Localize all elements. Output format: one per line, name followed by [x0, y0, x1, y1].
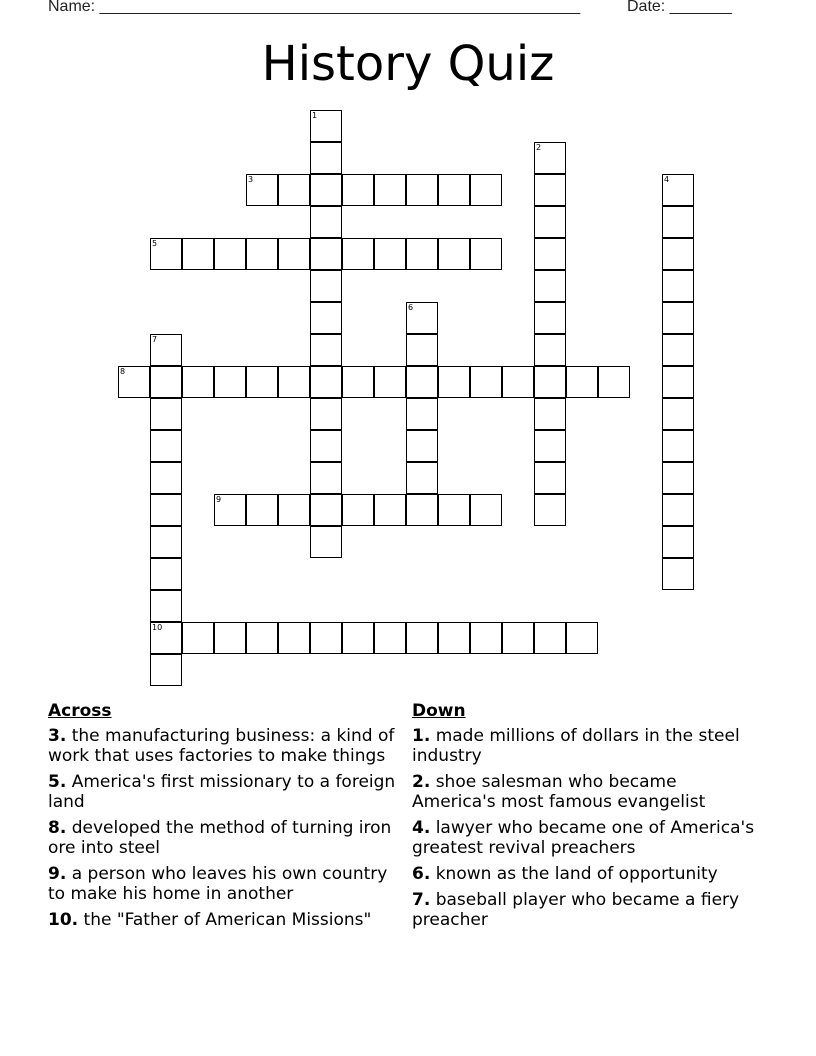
- crossword-cell[interactable]: [150, 654, 182, 686]
- crossword-cell[interactable]: [342, 238, 374, 270]
- clue-number: 5.: [48, 772, 67, 792]
- across-clue-10: [48, 910, 398, 930]
- crossword-cell[interactable]: [182, 238, 214, 270]
- crossword-cell[interactable]: [118, 366, 150, 398]
- crossword-cell[interactable]: [406, 238, 438, 270]
- crossword-cell[interactable]: [150, 398, 182, 430]
- crossword-cell[interactable]: [214, 366, 246, 398]
- crossword-cell[interactable]: [342, 494, 374, 526]
- crossword-cell[interactable]: [534, 206, 566, 238]
- crossword-cell[interactable]: [406, 366, 438, 398]
- crossword-cell[interactable]: [534, 494, 566, 526]
- clue-number: 4.: [412, 818, 431, 838]
- clue-number: 3.: [48, 726, 67, 746]
- crossword-cell[interactable]: [662, 334, 694, 366]
- crossword-cell[interactable]: [278, 238, 310, 270]
- cell-number: 4: [664, 175, 670, 184]
- crossword-cell[interactable]: [662, 174, 694, 206]
- down-clues: [412, 701, 762, 936]
- crossword-cell[interactable]: [278, 622, 310, 654]
- crossword-cell[interactable]: [150, 494, 182, 526]
- down-clue-7: [412, 890, 762, 930]
- crossword-cell[interactable]: [406, 174, 438, 206]
- across-clue-5: [48, 772, 398, 812]
- crossword-cell[interactable]: [310, 302, 342, 334]
- name-field-label: Name: ______________________________________________________: [48, 0, 581, 15]
- across-clue-9: [48, 864, 398, 904]
- crossword-cell[interactable]: [406, 622, 438, 654]
- cell-number: 5: [152, 239, 158, 248]
- crossword-cell[interactable]: [502, 622, 534, 654]
- crossword-cell[interactable]: [534, 366, 566, 398]
- crossword-cell[interactable]: [534, 142, 566, 174]
- clue-number: 10.: [48, 910, 79, 930]
- down-heading: Down: [412, 701, 466, 721]
- crossword-cell[interactable]: [342, 174, 374, 206]
- clue-text: baseball player who became a fiery preacher: [412, 890, 740, 930]
- down-clue-1: [412, 726, 762, 766]
- crossword-cell[interactable]: [470, 238, 502, 270]
- crossword-cell[interactable]: [534, 270, 566, 302]
- cell-number: 3: [248, 175, 254, 184]
- crossword-cell[interactable]: [534, 430, 566, 462]
- clue-number: 7.: [412, 890, 431, 910]
- crossword-cell[interactable]: [150, 526, 182, 558]
- crossword-cell[interactable]: [310, 270, 342, 302]
- clue-number: 1.: [412, 726, 431, 746]
- crossword-cell[interactable]: [406, 302, 438, 334]
- page-title: History Quiz: [261, 36, 555, 92]
- across-heading: Across: [48, 701, 112, 721]
- crossword-cell[interactable]: [150, 590, 182, 622]
- crossword-cell[interactable]: [406, 334, 438, 366]
- crossword-cell[interactable]: [406, 430, 438, 462]
- cell-number: 9: [216, 495, 222, 504]
- crossword-cell[interactable]: [246, 622, 278, 654]
- crossword-cell[interactable]: [438, 622, 470, 654]
- crossword-cell[interactable]: [438, 174, 470, 206]
- clue-number: 6.: [412, 864, 431, 884]
- crossword-cell[interactable]: [406, 462, 438, 494]
- date-field-label: Date: _______: [627, 0, 732, 15]
- crossword-cell[interactable]: [342, 366, 374, 398]
- crossword-cell[interactable]: [470, 622, 502, 654]
- crossword-cell[interactable]: [662, 558, 694, 590]
- crossword-cell[interactable]: [310, 398, 342, 430]
- crossword-cell[interactable]: [662, 270, 694, 302]
- crossword-cell[interactable]: [182, 366, 214, 398]
- crossword-cell[interactable]: [662, 462, 694, 494]
- crossword-cell[interactable]: [374, 238, 406, 270]
- crossword-cell[interactable]: [278, 174, 310, 206]
- crossword-cell[interactable]: [310, 110, 342, 142]
- crossword-cell[interactable]: [214, 494, 246, 526]
- crossword-cell[interactable]: [214, 622, 246, 654]
- crossword-cell[interactable]: [662, 494, 694, 526]
- crossword-cell[interactable]: [278, 366, 310, 398]
- crossword-cell[interactable]: [150, 462, 182, 494]
- crossword-cell[interactable]: [502, 366, 534, 398]
- crossword-cell[interactable]: [374, 494, 406, 526]
- crossword-cell[interactable]: [310, 334, 342, 366]
- crossword-cell[interactable]: [310, 174, 342, 206]
- crossword-cell[interactable]: [470, 366, 502, 398]
- clue-text: known as the land of opportunity: [430, 864, 718, 884]
- cell-number: 2: [536, 143, 542, 152]
- crossword-cell[interactable]: [662, 366, 694, 398]
- cell-number: 10: [152, 623, 163, 632]
- crossword-cell[interactable]: [598, 366, 630, 398]
- cell-number: 8: [120, 367, 126, 376]
- crossword-cell[interactable]: [534, 302, 566, 334]
- crossword-cell[interactable]: [470, 174, 502, 206]
- crossword-cell[interactable]: [662, 302, 694, 334]
- crossword-cell[interactable]: [310, 622, 342, 654]
- crossword-cell[interactable]: [150, 366, 182, 398]
- crossword-cell[interactable]: [246, 174, 278, 206]
- crossword-cell[interactable]: [246, 366, 278, 398]
- crossword-cell[interactable]: [150, 622, 182, 654]
- crossword-cell[interactable]: [342, 622, 374, 654]
- crossword-cell[interactable]: [310, 526, 342, 558]
- crossword-cell[interactable]: [150, 558, 182, 590]
- clue-number: 9.: [48, 864, 67, 884]
- crossword-cell[interactable]: [214, 238, 246, 270]
- crossword-cell[interactable]: [534, 334, 566, 366]
- crossword-cell[interactable]: [310, 366, 342, 398]
- crossword-cell[interactable]: [150, 238, 182, 270]
- crossword-cell[interactable]: [310, 206, 342, 238]
- crossword-cell[interactable]: [246, 494, 278, 526]
- crossword-cell[interactable]: [438, 238, 470, 270]
- crossword-cell[interactable]: [182, 622, 214, 654]
- crossword-cell[interactable]: [150, 430, 182, 462]
- clue-text: shoe salesman who became America's most famous evangelist: [412, 772, 706, 812]
- crossword-cell[interactable]: [662, 526, 694, 558]
- clue-text: America's first missionary to a foreign land: [48, 772, 396, 812]
- down-clue-2: [412, 772, 762, 812]
- crossword-cell[interactable]: [566, 366, 598, 398]
- crossword-cell[interactable]: [310, 238, 342, 270]
- crossword-cell[interactable]: [534, 174, 566, 206]
- crossword-cell[interactable]: [406, 494, 438, 526]
- crossword-cell[interactable]: [150, 334, 182, 366]
- crossword-cell[interactable]: [310, 430, 342, 462]
- clue-text: a person who leaves his own country to make his home in another: [48, 864, 388, 904]
- crossword-cell[interactable]: [310, 462, 342, 494]
- clue-text: developed the method of turning iron ore into steel: [48, 818, 392, 858]
- crossword-cell[interactable]: [310, 142, 342, 174]
- clue-text: the manufacturing business: a kind of work that uses factories to make things: [48, 726, 395, 766]
- cell-number: 7: [152, 335, 158, 344]
- crossword-cell[interactable]: [534, 238, 566, 270]
- crossword-cell[interactable]: [438, 366, 470, 398]
- crossword-cell[interactable]: [566, 622, 598, 654]
- down-clue-4: [412, 818, 762, 858]
- crossword-cell[interactable]: [470, 494, 502, 526]
- clue-number: 8.: [48, 818, 67, 838]
- crossword-cell[interactable]: [406, 398, 438, 430]
- crossword-cell[interactable]: [534, 398, 566, 430]
- crossword-cell[interactable]: [662, 206, 694, 238]
- crossword-cell[interactable]: [246, 238, 278, 270]
- across-clues: [48, 701, 398, 936]
- crossword-cell[interactable]: [374, 174, 406, 206]
- crossword-cell[interactable]: [374, 366, 406, 398]
- crossword-cell[interactable]: [438, 494, 470, 526]
- across-clue-8: [48, 818, 398, 858]
- crossword-cell[interactable]: [662, 238, 694, 270]
- across-clue-3: [48, 726, 398, 766]
- clue-text: lawyer who became one of America's greatest revival preachers: [412, 818, 755, 858]
- down-clue-6: [412, 864, 762, 884]
- crossword-cell[interactable]: [662, 398, 694, 430]
- crossword-cell[interactable]: [278, 494, 310, 526]
- clue-text: made millions of dollars in the steel industry: [412, 726, 740, 766]
- crossword-cell[interactable]: [662, 430, 694, 462]
- clue-text: the "Father of American Missions": [78, 910, 372, 930]
- crossword-cell[interactable]: [310, 494, 342, 526]
- clue-number: 2.: [412, 772, 431, 792]
- cell-number: 6: [408, 303, 414, 312]
- crossword-cell[interactable]: [374, 622, 406, 654]
- cell-number: 1: [312, 111, 318, 120]
- crossword-cell[interactable]: [534, 622, 566, 654]
- crossword-cell[interactable]: [534, 462, 566, 494]
